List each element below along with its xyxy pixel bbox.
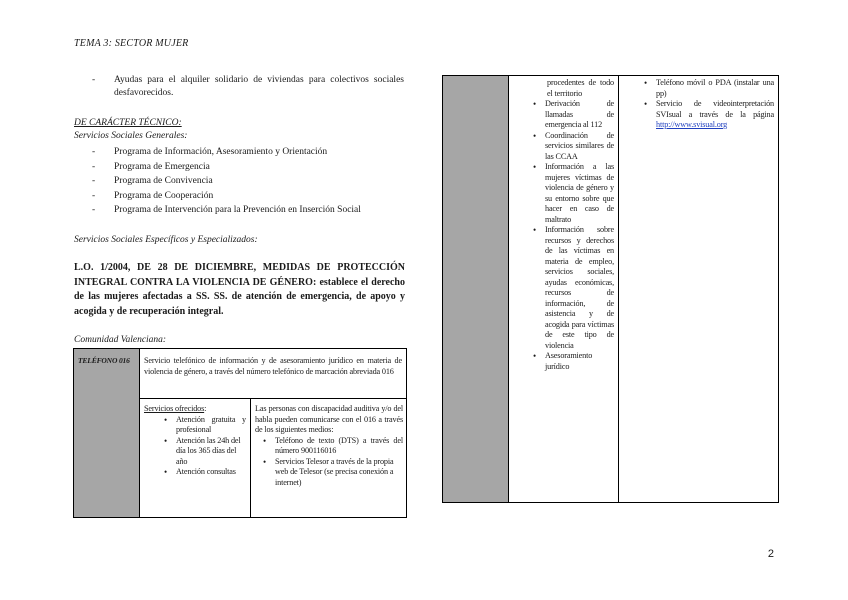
col2-item: • Información a las mujeres víctimas de violencia de género y su entorno sobre que hacer en caso de maltrato: [533, 162, 614, 225]
program-item: - Programa de Información, Asesoramiento y Orientación: [92, 146, 412, 161]
disability-text: Las personas con discapacidad auditiva y/o del habla pueden comunicarse con el 016 a través de los siguientes medios:: [255, 404, 403, 434]
program-item: - Programa de Emergencia: [92, 161, 412, 176]
right-table-label-cell: [443, 76, 508, 502]
svisual-link[interactable]: http://www.svisual.org: [656, 120, 728, 129]
programs-list: [92, 146, 412, 219]
table-description: Servicio telefónico de información y de asesoramiento jurídico en materia de violencia de género, a través del número telefónico de marcación abreviada 016: [144, 356, 402, 376]
service-item: • Atención consultas: [164, 467, 246, 478]
col3-item: • Teléfono móvil o PDA (instalar una pp): [644, 78, 774, 99]
law-paragraph: [74, 261, 405, 319]
page-number: 2: [767, 548, 774, 560]
service-item: • Atención las 24h del día los 365 días del año: [164, 436, 246, 468]
services-title: Servicios ofrecidos: [144, 404, 205, 413]
table-label-cell: [74, 349, 139, 517]
col2-item: • Información sobre recursos y derechos de las víctimas en materia de empleo, servicios sociales, ayudas económicas, recursos de información, de asistencia y de acogida para víctimas de este tipo de violencia: [533, 225, 614, 351]
tecnico-heading: DE CARÁCTER TÉCNICO:: [74, 118, 182, 128]
program-item: - Programa de Intervención para la Prevención en Inserción Social: [92, 204, 412, 219]
services-cell: Servicios ofrecidos: • Atención gratuita y profesional • Atención las 24h del día los 365 días del año • Atención consultas: [144, 404, 246, 478]
service-item: • Atención gratuita y profesional: [164, 415, 246, 436]
comunidad-title: Comunidad Valenciana:: [74, 335, 167, 345]
table-label: TELÉFONO 016: [78, 356, 130, 365]
col2-item: • Derivación de llamadas de emergencia al 112: [533, 99, 614, 131]
intro-list-item: - Ayudas para el alquiler solidario de viviendas para colectivos sociales desfavorecidos.: [92, 74, 404, 100]
law-text: establece el derecho de las mujeres afectadas a SS. SS. de atención de emergencia, de apoyo y acogida y de recuperación integral.: [74, 276, 405, 317]
law-title: L.O. 1/2004, DE 28 DE DICIEMBRE, MEDIDAS DE PROTECCIÓN INTEGRAL CONTRA LA VIOLENCIA DE GÉNERO:: [74, 262, 405, 288]
disability-item: • Teléfono de texto (DTS) a través del número 900116016: [263, 436, 403, 457]
col2-item: • Coordinación de servicios similares de las CCAA: [533, 131, 614, 163]
col2-first: procedentes de todo el territorio: [547, 78, 614, 98]
program-item: - Programa de Cooperación: [92, 190, 412, 205]
page-header: TEMA 3: SECTOR MUJER: [74, 38, 189, 49]
col3-item: • Servicio de videointerpretación SVIsual a través de la página http://www.svisual.org: [644, 99, 774, 131]
generales-title: Servicios Sociales Generales:: [74, 131, 188, 141]
right-col3: [644, 78, 774, 131]
right-col2: [533, 78, 614, 372]
program-item: - Programa de Convivencia: [92, 175, 412, 190]
disability-cell: [255, 404, 403, 488]
especificos-title: Servicios Sociales Específicos y Especializados:: [74, 235, 258, 245]
col2-item: • Asesoramiento jurídico: [533, 351, 614, 372]
disability-item: • Servicios Telesor a través de la propia web de Telesor (se precisa conexión a internet): [263, 457, 403, 489]
